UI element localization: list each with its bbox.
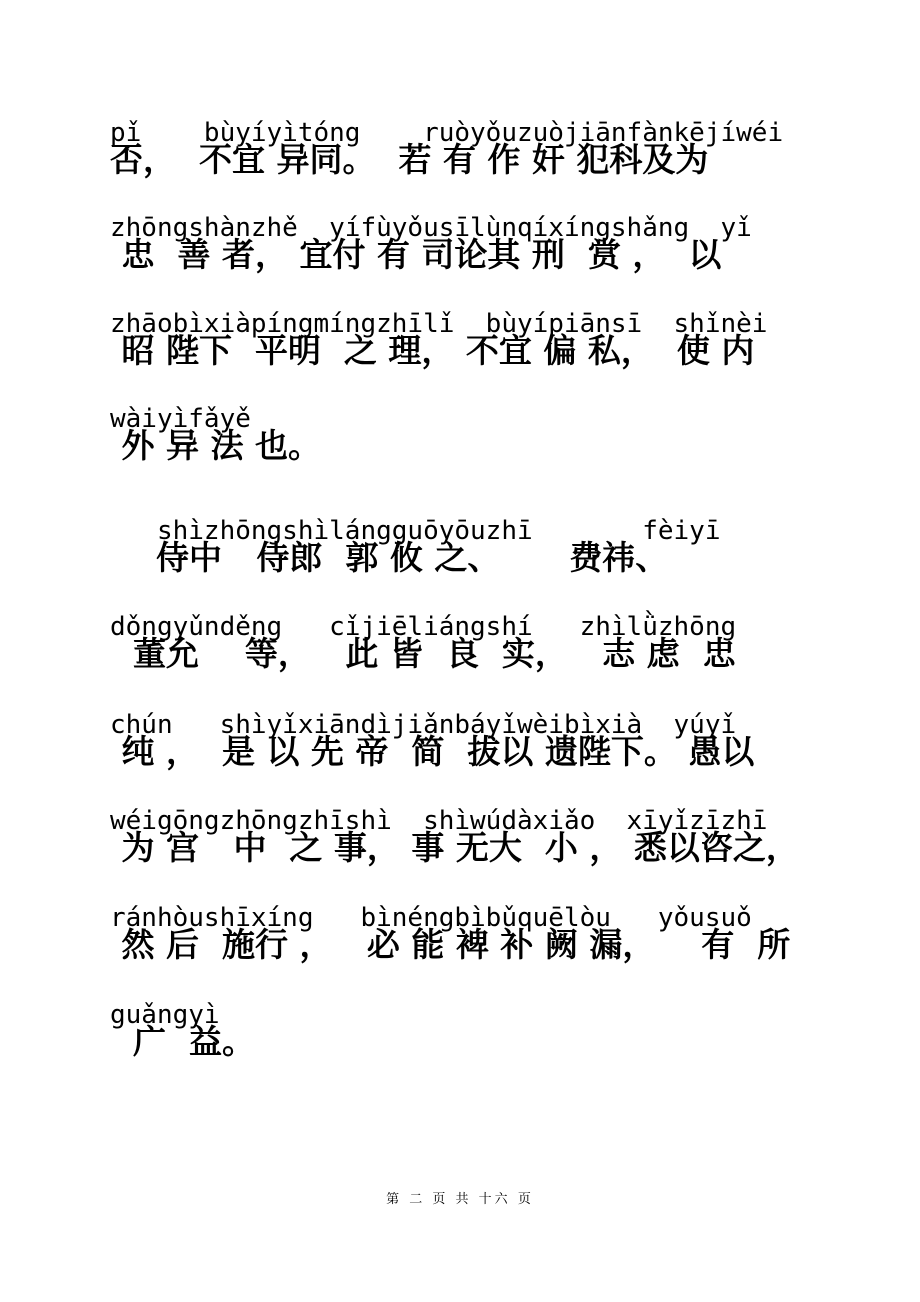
pinyin-line: guǎngyì [110, 1000, 220, 1030]
pinyin-line: wàiyìfǎyě [110, 404, 251, 434]
page-footer: 第 二 页 共 十六 页 [386, 1192, 534, 1207]
hanzi-line: 广 益。 [110, 1022, 255, 1061]
hanzi-line: 为 宫 中 之 事， 事 无大 小 ， 悉以咨之， [110, 828, 799, 867]
pinyin-line: pǐ bùyíyìtóng ruòyǒuzuòjiānfànkējíwéi [110, 118, 784, 148]
hanzi-line: 忠 善 者， 宜付 有 司论其 刑 赏 ， 以 [110, 235, 722, 274]
pinyin-line: shìzhōngshìlángguōyōuzhī fèiyī [110, 516, 721, 546]
pinyin-line: chún shìyǐxiāndìjiǎnbáyǐwèibìxià yúyǐ [110, 710, 737, 740]
hanzi-line: 侍中 侍郎 郭 攸 之、 费祎、 [110, 538, 669, 577]
pinyin-line: zhōngshànzhě yífùyǒusīlùnqíxíngshǎng yǐ [110, 213, 752, 243]
hanzi-line: 纯 ， 是 以 先 帝 简 拔以 遗陛下。 愚以 [110, 732, 755, 771]
hanzi-line: 然 后 施行 ， 必 能 裨 补 阙 漏， 有 所 [110, 925, 791, 964]
hanzi-line: 昭 陛下 平明 之 理， 不宜 偏 私， 使 内 [110, 331, 755, 370]
hanzi-line: 否， 不宜 异同。 若 有 作 奸 犯科及为 [110, 140, 709, 179]
pinyin-line: ránhòushīxíng bìnéngbìbǔquēlòu yǒusuǒ [110, 903, 752, 933]
pinyin-line: dǒngyǔnděng cǐjiēliángshí zhìlǜzhōng [110, 612, 737, 642]
hanzi-line: 董允 等， 此 皆 良 实， 志 虑 忠 [110, 634, 736, 673]
pinyin-line: wéigōngzhōngzhīshì shìwúdàxiǎo xīyǐzīzhī [110, 806, 768, 836]
pinyin-line: zhāobìxiàpíngmíngzhīlǐ bùyípiānsī shǐnèi [110, 309, 768, 339]
hanzi-line: 外 异 法 也。 [110, 426, 321, 465]
